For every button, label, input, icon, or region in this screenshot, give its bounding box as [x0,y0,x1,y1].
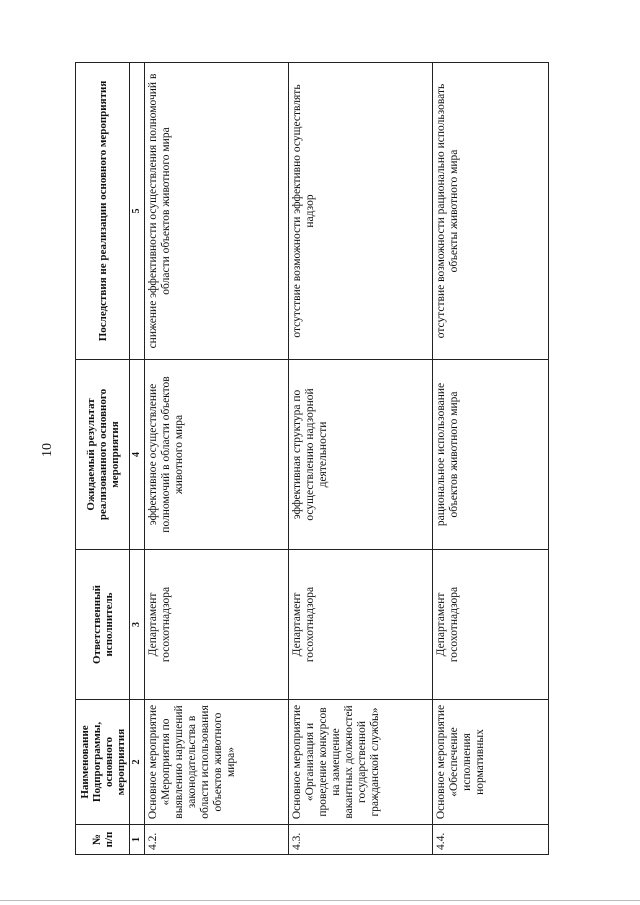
expected-result: эффективная структура по осуществлению надзорной деятельности [289,360,433,550]
measure-name: Основное мероприятие «Обеспечение исполнения нормативных [433,700,549,825]
measures-table [75,62,549,855]
header-consequence: Последствия не реализации основного мероприятия [76,63,130,360]
table-row [289,63,433,855]
consequence: отсутствие возможности рационально использовать объекты животного мира [433,63,549,360]
column-number: 4 [130,360,145,550]
measure-name: Основное мероприятие «Организация и проведение конкурсов на замещение вакантных должностей государственной гражданской службы» [289,700,433,825]
column-number: 3 [130,550,145,700]
header-result: Ожидаемый результат реализованного основного мероприятия [76,360,130,550]
column-number: 1 [130,825,145,855]
executor: Департамент госохотнадзора [289,550,433,700]
row-number: 4.2. [145,825,289,855]
column-number: 2 [130,700,145,825]
scan-edge-line [0,900,640,901]
table-row [433,63,549,855]
measure-name: Основное мероприятие «Мероприятия по выявлению нарушений законодательства в области использования объектов животного мира» [145,700,289,825]
expected-result: эффективное осуществление полномочий в области объектов животного мира [145,360,289,550]
header-row [76,63,130,855]
header-num: № п/п [76,825,130,855]
column-number-row [130,63,145,855]
consequence: снижение эффективности осуществления полномочий в области объектов животного мира [145,63,289,360]
header-name: Наименование Подпрограммы, основного мероприятия [76,700,130,825]
expected-result: рациональное использование объектов животного мира [433,360,549,550]
column-number: 5 [130,63,145,360]
table-row [145,63,289,855]
executor: Департамент госохотнадзора [433,550,549,700]
page-number: 10 [40,443,55,457]
row-number: 4.3. [289,825,433,855]
executor: Департамент госохотнадзора [145,550,289,700]
consequence: отсутствие возможности эффективно осуществлять надзор [289,63,433,360]
rotated-table-wrapper [75,63,547,855]
header-executor: Ответственный исполнитель [76,550,130,700]
row-number: 4.4. [433,825,549,855]
table-container [75,63,547,855]
